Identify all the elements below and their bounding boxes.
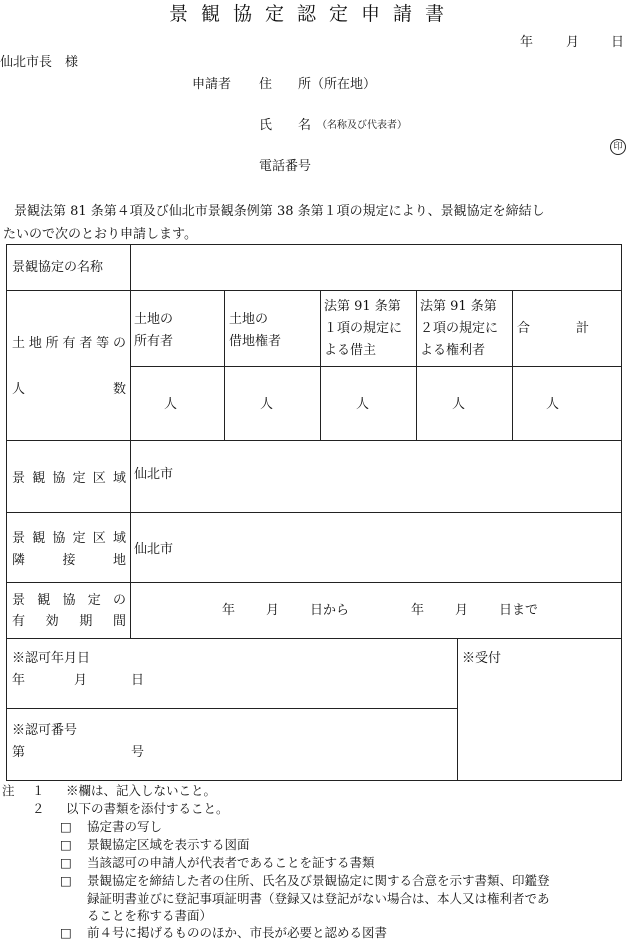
approval-number-suffix: 号 xyxy=(131,745,145,760)
period-to-month: 月 xyxy=(455,603,469,618)
header-line: よる権利者 xyxy=(420,343,486,358)
char: 有 xyxy=(62,336,76,351)
char: 接 xyxy=(62,553,76,568)
addressee: 仙北市長 様 xyxy=(0,55,79,70)
period-to-year: 年 xyxy=(411,603,425,618)
header-line: １項の規定に xyxy=(324,321,403,336)
char: の xyxy=(112,336,126,351)
applicant-label: 申請者 xyxy=(192,77,232,92)
char: 景 xyxy=(12,593,26,608)
col-header-leaseholder xyxy=(229,309,281,353)
period-from-month: 月 xyxy=(266,603,280,618)
char: 土 xyxy=(12,336,26,351)
char: 間 xyxy=(112,614,126,629)
adjacent-land-value: 仙北市 xyxy=(134,542,174,557)
reception-label: ※受付 xyxy=(462,651,502,666)
header-line: 借地権者 xyxy=(229,334,282,349)
note-1-number: １ xyxy=(32,783,45,798)
header-line: ２項の規定に xyxy=(420,321,499,336)
note-2-text: 以下の書類を添付すること。 xyxy=(66,801,229,816)
period-from-day: 日から xyxy=(310,603,350,618)
char: 期 xyxy=(79,614,93,629)
char: 区 xyxy=(92,531,106,546)
attachment-4-line-1: 景観協定を締結した者の住所、氏名及び景観協定に関する合意を示す書類、印鑑登 xyxy=(87,873,550,888)
char: 協 xyxy=(62,593,76,608)
char: 等 xyxy=(96,336,110,351)
attachment-5: 前４号に掲げるもののほか、市長が必要と認める図書 xyxy=(87,925,388,940)
header-line: 所有者 xyxy=(134,334,174,349)
attachment-4-line-2: 録証明書並びに登記事項証明書（登録又は登記がない場合は、本人又は権利者であ xyxy=(87,891,550,906)
char: 区 xyxy=(92,471,106,486)
statement-line-1: 景観法第 81 条第４項及び仙北市景観条例第 38 条第１項の規定により、景観協定を締結し xyxy=(14,204,545,219)
char: 協 xyxy=(52,471,66,486)
row-label-adjacent-line-2 xyxy=(12,552,126,570)
char: 域 xyxy=(112,531,126,546)
row-label-adjacent-line-1 xyxy=(12,530,126,548)
char: 景 xyxy=(12,471,26,486)
address-label: 住 所（所在地） xyxy=(259,77,377,92)
char: 観 xyxy=(32,531,46,546)
char: の xyxy=(112,593,126,608)
notes-prefix: 注 xyxy=(2,783,15,798)
seal-mark: 印 xyxy=(610,139,626,155)
char: 定 xyxy=(87,593,101,608)
header-line: 法第 91 条第 xyxy=(324,299,401,314)
header-line: 法第 91 条第 xyxy=(420,299,497,314)
approval-date-month: 月 xyxy=(74,673,88,688)
attachment-checkbox: □ xyxy=(60,855,72,870)
char: 有 xyxy=(12,614,26,629)
attachment-checkbox: □ xyxy=(60,873,72,888)
char: 地 xyxy=(28,336,42,351)
page-title: 景観協定認定申請書 xyxy=(168,3,457,25)
char: 者 xyxy=(79,336,93,351)
attachment-checkbox: □ xyxy=(60,819,72,834)
char: 地 xyxy=(112,553,126,568)
char: 計 xyxy=(575,321,589,336)
char: 定 xyxy=(72,471,86,486)
char: 効 xyxy=(45,614,59,629)
char: 域 xyxy=(112,471,126,486)
approval-date-day: 日 xyxy=(131,673,145,688)
char: 観 xyxy=(32,471,46,486)
row-label-owners-line-2 xyxy=(12,381,126,399)
header-line: 土地の xyxy=(229,312,269,327)
date-day: 日 xyxy=(611,35,625,50)
approval-date-label: ※認可年月日 xyxy=(12,651,91,666)
count-unit-total: 人 xyxy=(546,397,560,412)
col-header-rightholder-art91-2 xyxy=(420,296,498,362)
approval-number-prefix: 第 xyxy=(12,745,26,760)
col-header-total xyxy=(517,320,589,338)
date-year: 年 xyxy=(520,35,534,50)
char: 観 xyxy=(37,593,51,608)
count-unit-borrower: 人 xyxy=(356,397,370,412)
name-label-note: （名称及び代表者） xyxy=(317,120,407,131)
approval-date-year: 年 xyxy=(12,673,26,688)
attachment-2: 景観協定区域を表示する図面 xyxy=(87,837,250,852)
count-unit-leaseholder: 人 xyxy=(260,397,274,412)
period-from-year: 年 xyxy=(222,603,236,618)
row-label-period-line-1 xyxy=(12,592,126,610)
row-label-owners-line-1 xyxy=(12,335,126,353)
count-unit-rightholder: 人 xyxy=(452,397,466,412)
attachment-3: 当該認可の申請人が代表者であることを証する書類 xyxy=(87,855,375,870)
char: 人 xyxy=(12,382,26,397)
label-text: 景観協定の名称 xyxy=(12,260,104,275)
attachment-checkbox: □ xyxy=(60,925,72,940)
col-header-land-owner xyxy=(134,309,173,353)
char: 景 xyxy=(12,531,26,546)
period-to-day: 日まで xyxy=(499,603,539,618)
char: 合 xyxy=(517,321,531,336)
note-1-text: ※欄は、記入しないこと。 xyxy=(66,783,217,798)
char: 協 xyxy=(52,531,66,546)
char: 数 xyxy=(112,382,126,397)
char: 所 xyxy=(45,336,59,351)
agreement-area-value: 仙北市 xyxy=(134,467,174,482)
header-line: 土地の xyxy=(134,312,174,327)
attachment-4-line-3: ることを称する書面） xyxy=(87,908,213,923)
char: 定 xyxy=(72,531,86,546)
attachment-checkbox: □ xyxy=(60,837,72,852)
attachment-1: 協定書の写し xyxy=(87,819,163,834)
approval-number-label: ※認可番号 xyxy=(12,723,78,738)
row-label-agreement-area xyxy=(12,470,126,488)
note-2-number: ２ xyxy=(32,801,45,816)
row-label-period-line-2 xyxy=(12,613,126,631)
statement-line-2: たいので次のとおり申請します。 xyxy=(3,227,197,242)
name-label: 氏 名 xyxy=(259,118,312,133)
count-unit-land-owner: 人 xyxy=(164,397,178,412)
phone-label: 電話番号 xyxy=(259,159,312,174)
char: 隣 xyxy=(12,553,26,568)
date-month: 月 xyxy=(566,35,580,50)
header-line: よる借主 xyxy=(324,343,377,358)
col-header-borrower-art91-1 xyxy=(324,296,402,362)
row-label-agreement-name xyxy=(12,259,126,277)
